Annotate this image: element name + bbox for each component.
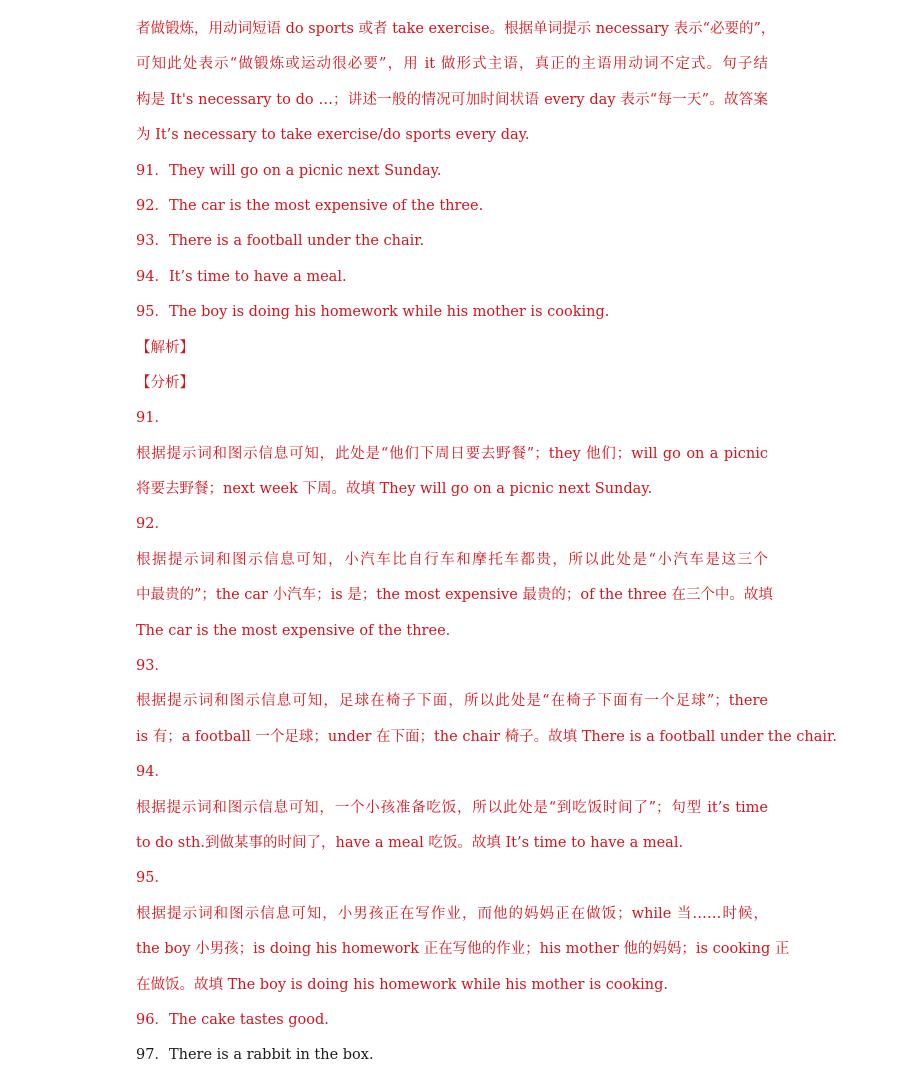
text-line: the boy 小男孩；is doing his homework 正在写他的作业；his mother 他的妈妈；is cooking 正 <box>136 941 790 958</box>
text-line: 者做锻炼，用动词短语 do sports 或者 take exercise。根据单词提示 necessary 表示“必要的”， <box>136 21 776 37</box>
text-line: 93． <box>136 658 169 675</box>
answer-explanation-text <box>136 12 837 1074</box>
text-line: 96．The cake tastes good. <box>136 1011 329 1028</box>
text-line: 92． <box>136 516 169 533</box>
text-line: 91． <box>136 410 169 427</box>
text-line: 93．There is a football under the chair. <box>136 233 425 250</box>
text-line: 根据提示词和图示信息可知，此处是“他们下周日要去野餐”；they 他们；will go on a picnic <box>136 445 768 462</box>
text-line: 根据提示词和图示信息可知，足球在椅子下面，所以此处是“在椅子下面有一个足球”；there <box>136 693 768 710</box>
text-line: 根据提示词和图示信息可知，小汽车比自行车和摩托车都贵，所以此处是“小汽车是这三个 <box>136 551 768 568</box>
text-line: 根据提示词和图示信息可知，小男孩正在写作业，而他的妈妈正在做饭；while 当……时候， <box>136 905 768 922</box>
text-line: is 有；a football 一个足球；under 在下面；the chair 椅子。故填 There is a football under the chair. <box>136 728 837 745</box>
text-line: 构是 It's necessary to do …；讲述一般的情况可加时间状语 every day 表示“每一天”。故答案 <box>136 91 768 108</box>
text-line: 95．The boy is doing his homework while his mother is cooking. <box>136 304 610 321</box>
text-line: 92．The car is the most expensive of the three. <box>136 197 484 214</box>
text-line: 97．There is a rabbit in the box. <box>136 1047 374 1064</box>
text-line: 【分析】 <box>136 374 194 391</box>
text-line: 将要去野餐；next week 下周。故填 They will go on a picnic next Sunday. <box>136 481 653 498</box>
text-line: 根据提示词和图示信息可知，一个小孩准备吃饭，所以此处是“到吃饭时间了”；句型 it’s time <box>136 799 768 816</box>
text-line: 中最贵的”；the car 小汽车；is 是；the most expensive 最贵的；of the three 在三个中。故填 <box>136 587 773 604</box>
text-line: The car is the most expensive of the three. <box>136 622 451 639</box>
text-line: 95． <box>136 870 169 887</box>
text-line: 在做饭。故填 The boy is doing his homework while his mother is cooking. <box>136 976 669 993</box>
text-line: 可知此处表示“做锻炼或运动很必要”，用 it 做形式主语，真正的主语用动词不定式。句子结 <box>136 56 768 73</box>
text-line: 91．They will go on a picnic next Sunday. <box>136 162 442 179</box>
text-line: 为 It’s necessary to take exercise/do sports every day. <box>136 127 530 144</box>
text-line: 94． <box>136 764 169 781</box>
text-line: to do sth.到做某事的时间了，have a meal 吃饭。故填 It’s time to have a meal. <box>136 834 684 851</box>
text-line: 94．It’s time to have a meal. <box>136 268 347 285</box>
text-line: 【解析】 <box>136 339 194 356</box>
